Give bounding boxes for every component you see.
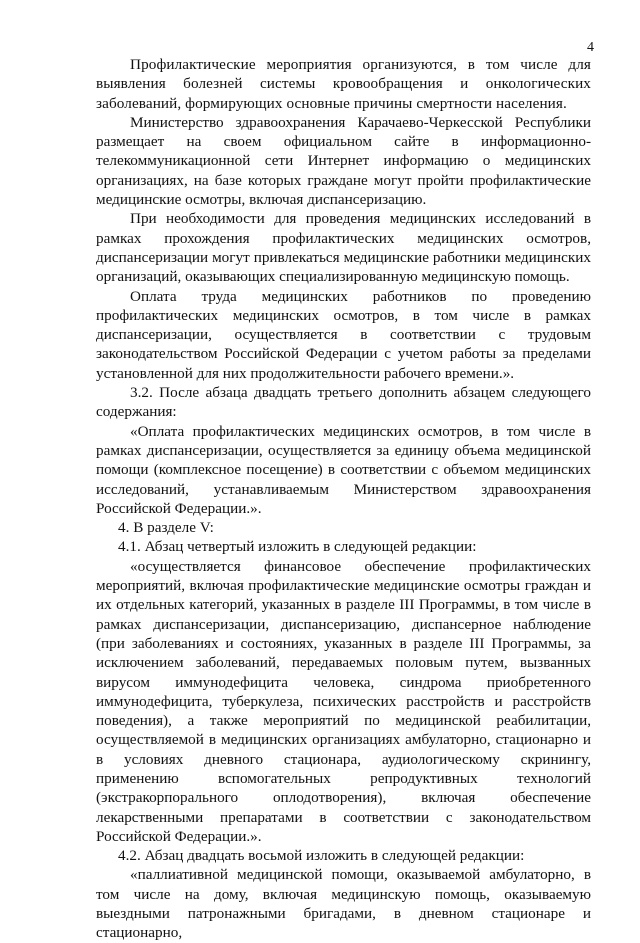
paragraph-10: 4.2. Абзац двадцать восьмой изложить в следующей редакции:: [118, 847, 525, 865]
paragraph-9: «осуществляется финансовое обеспечение профилактических мероприятий, включая профилактические медицинские осмотры граждан и их отдельных категорий, указанных в разделе III Программы, в том числе в рамках диспансеризации, диспансеризацию, диспансерное наблюдение (при заболеваниях и состояниях, указанных в разделе III Программы, за исключением заболеваний, передаваемых половым путем, вызванных вирусом иммунодефицита человека, синдрома приобретенного иммунодефицита, туберкулеза, психических расстройств и расстройств поведения), а также мероприятий по медицинской реабилитации, осуществляемой в медицинских организациях амбулаторно, стационарно и в условиях дневного стационара, аудиологическому скринингу, применению вспомогательных репродуктивных технологий (экстракорпорального оплодотворения), включая обеспечение лекарственными препаратами в соответствии с законодательством Российской Федерации.».: [96, 557, 591, 845]
paragraph-7: 4. В разделе V:: [118, 519, 214, 537]
paragraph-3: При необходимости для проведения медицинских исследований в рамках прохождения профилактических медицинских осмотров, диспансеризации могут привлекаться медицинские работники медицинских организаций, оказывающих специализированную медицинскую помощь.: [96, 210, 591, 286]
paragraph-11: «паллиативной медицинской помощи, оказываемой амбулаторно, в том числе на дому, включая медицинскую помощь, оказываемую выездными патронажными бригадами, в дневном стационаре и стационарно,: [96, 866, 591, 942]
paragraph-1: Профилактические мероприятия организуются, в том числе для выявления болезней системы кровообращения и онкологических заболеваний, формирующих основные причины смертности населения.: [96, 56, 591, 112]
paragraph-8: 4.1. Абзац четвертый изложить в следующей редакции:: [118, 538, 477, 556]
document-body: [96, 55, 591, 943]
paragraph-4: Оплата труда медицинских работников по проведению профилактических медицинских осмотров, в том числе в рамках диспансеризации, осуществляется в соответствии с трудовым законодательством Российской Федерации с учетом работы за пределами установленной для них продолжительности рабочего времени.».: [96, 287, 591, 382]
paragraph-6: «Оплата профилактических медицинских осмотров, в том числе в рамках диспансеризации, осуществляется за единицу объема медицинской помощи (комплексное посещение) в соответствии с объемом медицинских исследований, устанавливаемым Министерством здравоохранения Российской Федерации.».: [96, 422, 591, 517]
page-number: 4: [587, 40, 594, 55]
paragraph-5: 3.2. После абзаца двадцать третьего дополнить абзацем следующего содержания:: [96, 384, 591, 421]
paragraph-2: Министерство здравоохранения Карачаево-Черкесской Республики размещает на своем официальном сайте в информационно-телекоммуникационной сети Интернет информацию о медицинских организациях, на базе которых граждане могут пройти профилактические медицинские осмотры, включая диспансеризацию.: [96, 113, 591, 209]
